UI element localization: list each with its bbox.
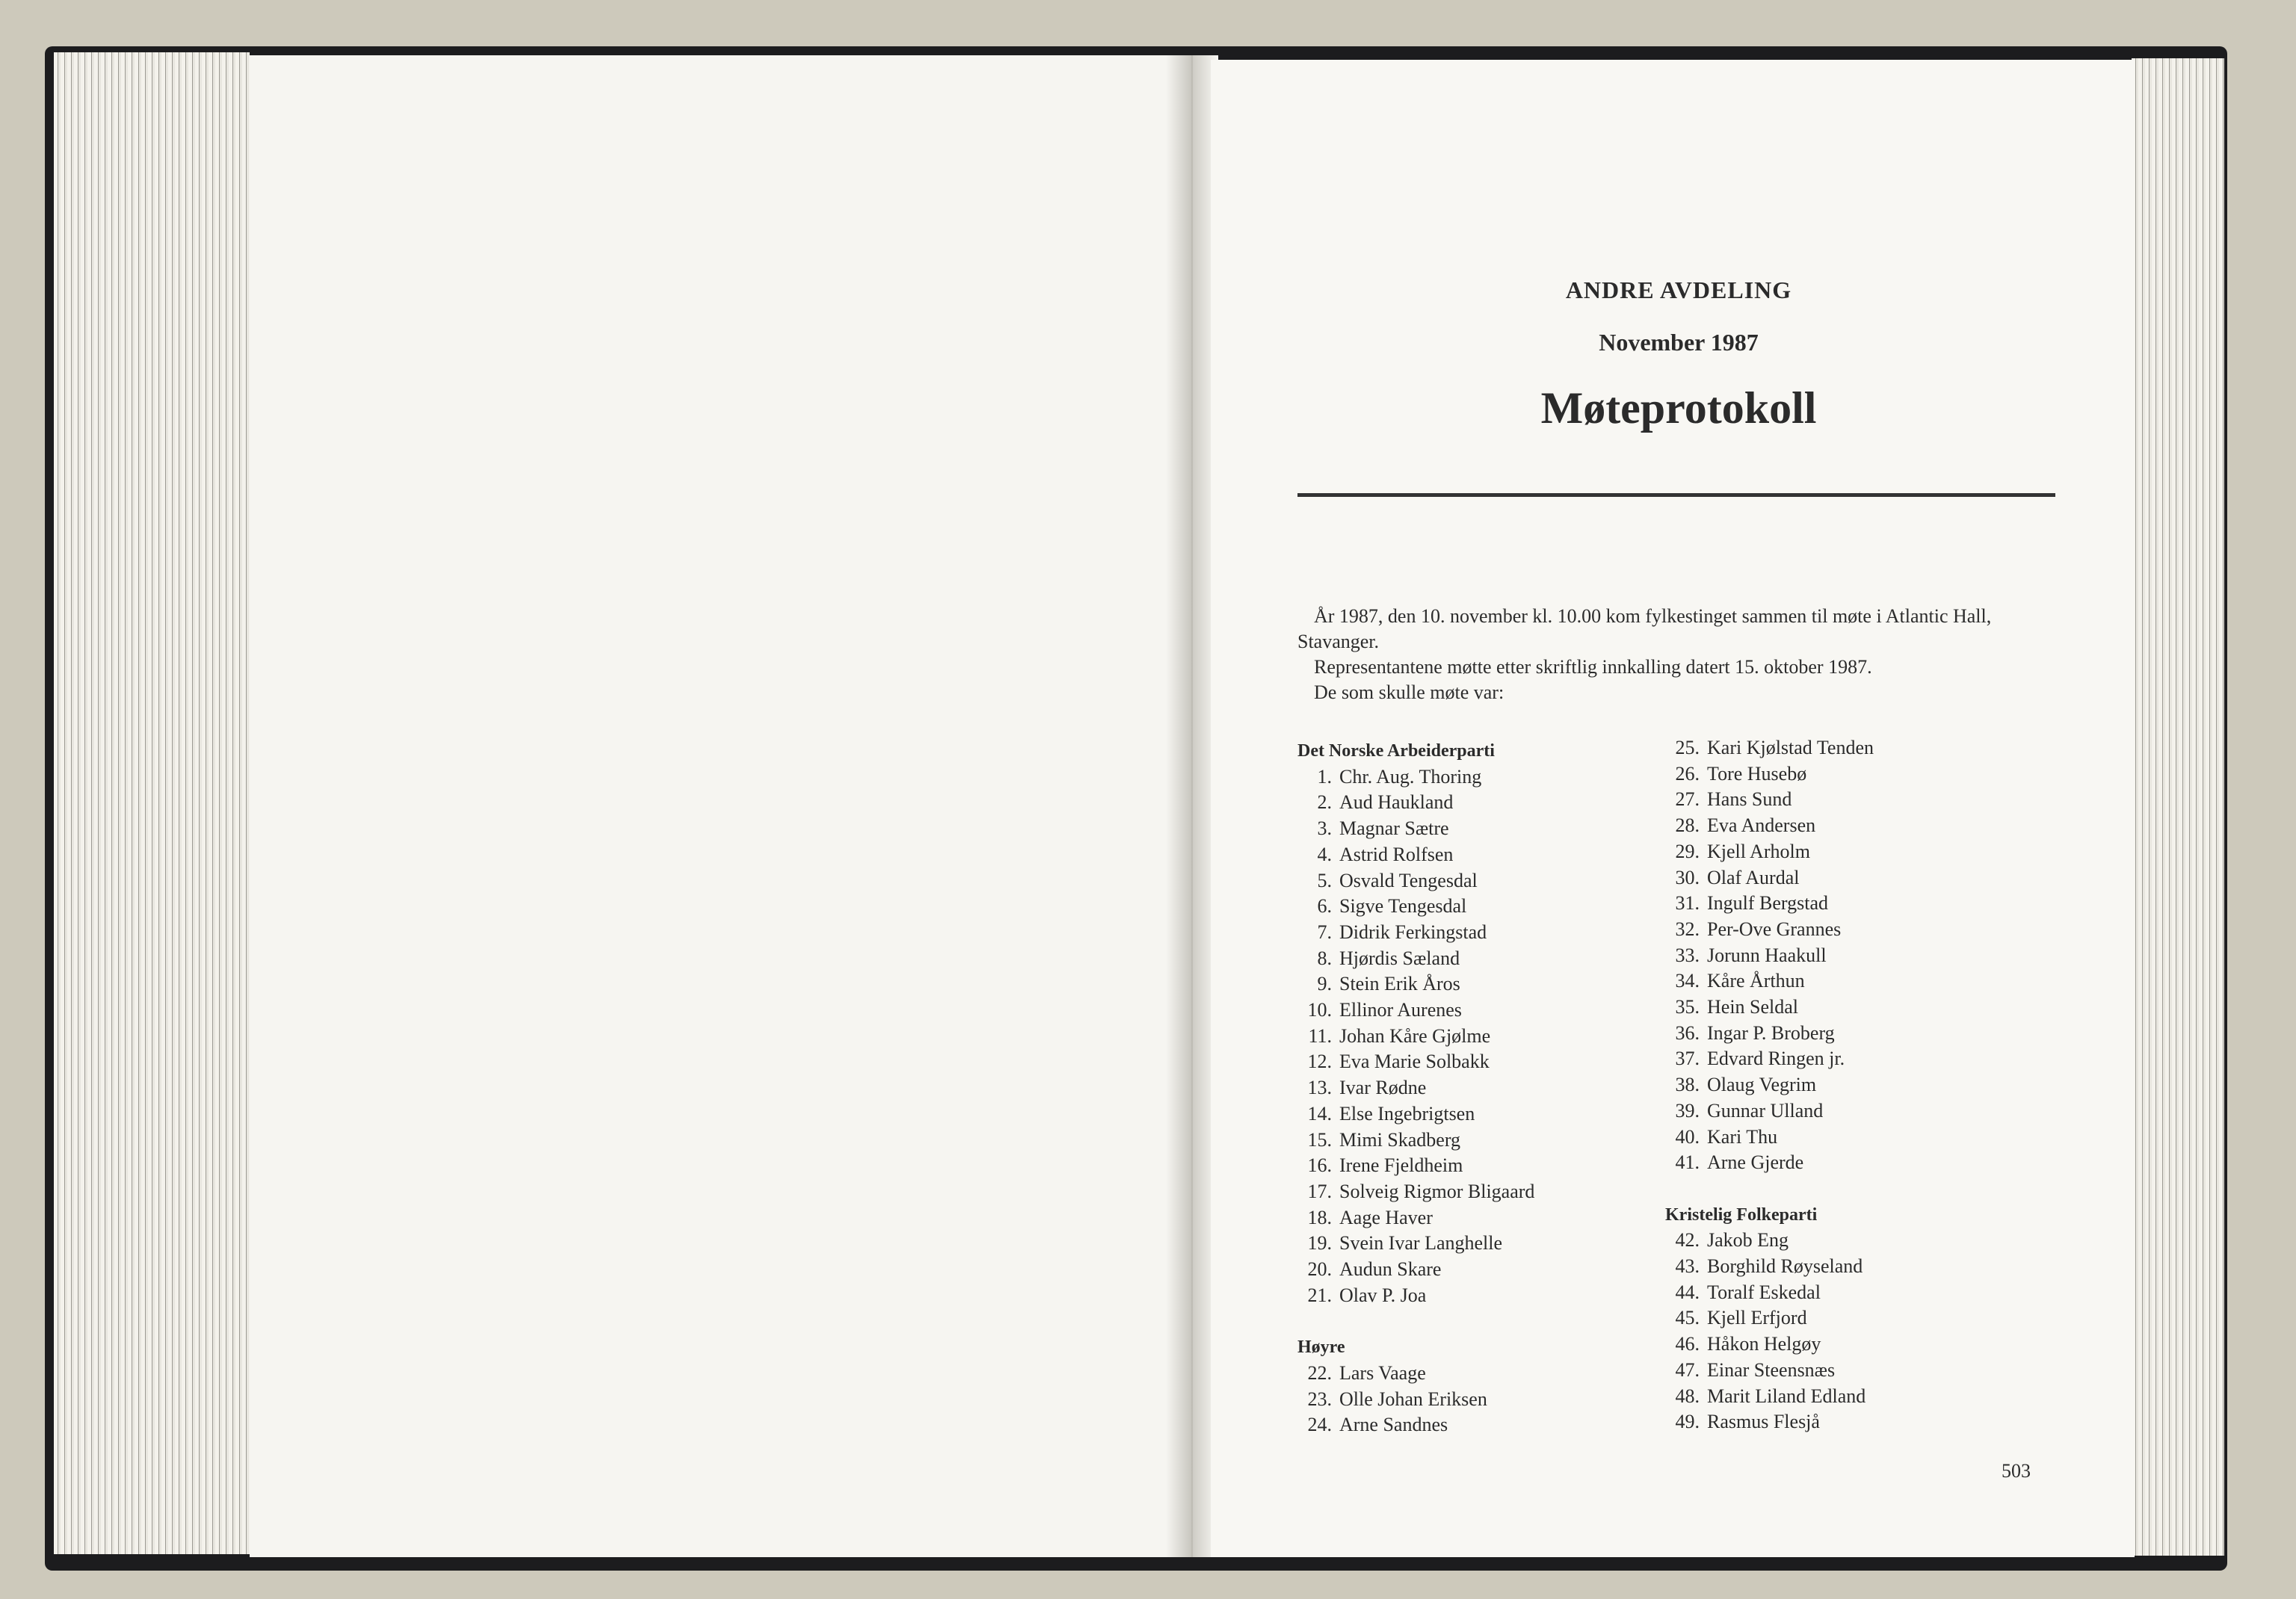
member-name: Marit Liland Edland — [1707, 1385, 1866, 1407]
member-number: 49. — [1675, 1411, 1700, 1433]
list-item — [1297, 971, 1656, 998]
party-heading: Kristelig Folkeparti — [1665, 1204, 1818, 1225]
member-number: 5. — [1317, 869, 1332, 891]
member-number: 13. — [1307, 1077, 1332, 1099]
member-column-left — [1297, 738, 1656, 1438]
list-item — [1297, 1387, 1656, 1413]
member-name: Johan Kåre Gjølme — [1339, 1024, 1491, 1047]
member-name: Jakob Eng — [1707, 1229, 1789, 1252]
member-name: Chr. Aug. Thoring — [1339, 765, 1482, 788]
list-item — [1665, 813, 2054, 839]
member-name: Kari Thu — [1707, 1125, 1778, 1148]
member-number: 6. — [1317, 895, 1332, 918]
list-item — [1665, 1254, 2054, 1280]
member-number: 38. — [1675, 1074, 1700, 1096]
member-number: 47. — [1675, 1358, 1700, 1381]
member-number: 27. — [1675, 788, 1700, 811]
member-name: Håkon Helgøy — [1707, 1333, 1821, 1355]
member-number: 14. — [1307, 1102, 1332, 1125]
member-number: 28. — [1675, 814, 1700, 837]
list-item — [1297, 1361, 1656, 1387]
member-number: 11. — [1308, 1024, 1332, 1047]
member-name: Irene Fjeldheim — [1339, 1154, 1463, 1177]
list-item — [1297, 1412, 1656, 1438]
member-number: 46. — [1675, 1333, 1700, 1355]
member-name: Einar Steensnæs — [1707, 1358, 1836, 1381]
member-name: Ivar Rødne — [1339, 1077, 1427, 1099]
member-name: Eva Andersen — [1707, 814, 1816, 837]
member-number: 3. — [1317, 817, 1332, 840]
member-number: 22. — [1307, 1361, 1332, 1384]
list-item — [1665, 787, 2054, 813]
party-heading: Høyre — [1297, 1337, 1345, 1358]
member-number: 26. — [1675, 762, 1700, 785]
member-number: 48. — [1675, 1385, 1700, 1407]
member-number: 30. — [1675, 866, 1700, 888]
member-number: 39. — [1675, 1099, 1700, 1122]
list-item — [1297, 1231, 1656, 1257]
page-edges-right — [2132, 58, 2224, 1556]
member-number: 45. — [1675, 1307, 1700, 1329]
list-item — [1665, 1332, 2054, 1358]
member-name: Svein Ivar Langhelle — [1339, 1232, 1503, 1255]
list-item — [1297, 1049, 1656, 1075]
member-number: 43. — [1675, 1255, 1700, 1278]
intro-text — [1297, 604, 2060, 705]
member-number: 8. — [1317, 947, 1332, 969]
member-name: Lars Vaage — [1339, 1361, 1426, 1384]
list-item — [1665, 1409, 2054, 1435]
member-name: Magnar Sætre — [1339, 817, 1449, 840]
intro-paragraph-1: År 1987, den 10. november kl. 10.00 kom fylkestinget sammen til møte i Atlantic Hall, Stavanger. — [1297, 605, 1992, 652]
list-item — [1665, 968, 2054, 995]
member-name: Sigve Tengesdal — [1339, 895, 1467, 918]
list-item — [1297, 998, 1656, 1024]
member-name: Olaug Vegrim — [1707, 1074, 1817, 1096]
member-number: 32. — [1675, 918, 1700, 940]
member-name: Else Ingebrigtsen — [1339, 1102, 1475, 1125]
member-number: 17. — [1307, 1180, 1332, 1202]
member-name: Mimi Skadberg — [1339, 1128, 1461, 1151]
member-number: 36. — [1675, 1021, 1700, 1044]
member-name: Hjørdis Sæland — [1339, 947, 1460, 969]
member-name: Tore Husebø — [1707, 762, 1807, 785]
member-number: 41. — [1675, 1151, 1700, 1174]
page-number: 503 — [2002, 1460, 2031, 1482]
member-name: Olaf Aurdal — [1707, 866, 1800, 888]
list-item — [1665, 839, 2054, 865]
list-item — [1665, 735, 2054, 761]
list-item — [1297, 1257, 1656, 1283]
member-number: 35. — [1675, 996, 1700, 1018]
list-item — [1297, 1101, 1656, 1128]
list-item — [1665, 1358, 2054, 1384]
list-item — [1665, 1305, 2054, 1332]
member-name: Hans Sund — [1707, 788, 1792, 811]
list-item — [1297, 1179, 1656, 1205]
member-name: Ingar P. Broberg — [1707, 1021, 1835, 1044]
member-number: 40. — [1675, 1125, 1700, 1148]
member-number: 19. — [1307, 1232, 1332, 1255]
member-list — [1665, 1228, 2054, 1435]
member-name: Edvard Ringen jr. — [1707, 1048, 1845, 1070]
title-rule — [1297, 493, 2055, 497]
list-item — [1665, 1046, 2054, 1072]
list-item — [1665, 891, 2054, 917]
member-list — [1665, 735, 2054, 1176]
list-item — [1297, 1205, 1656, 1231]
section-heading: ANDRE AVDELING — [1565, 276, 1792, 303]
list-item — [1297, 1283, 1656, 1309]
member-number: 20. — [1307, 1258, 1332, 1281]
member-name: Kjell Erfjord — [1707, 1307, 1807, 1329]
member-name: Jorunn Haakull — [1707, 944, 1827, 966]
member-number: 7. — [1317, 921, 1332, 943]
member-number: 9. — [1317, 973, 1332, 995]
date-heading: November 1987 — [1599, 329, 1759, 356]
list-item — [1665, 1280, 2054, 1306]
list-item — [1665, 1098, 2054, 1125]
list-item — [1665, 761, 2054, 788]
member-name: Audun Skare — [1339, 1258, 1442, 1281]
list-item — [1297, 920, 1656, 946]
list-item — [1665, 865, 2054, 891]
member-number: 1. — [1317, 765, 1332, 788]
member-number: 37. — [1675, 1048, 1700, 1070]
member-name: Borghild Røyseland — [1707, 1255, 1863, 1278]
page-edges-left — [54, 52, 250, 1554]
intro-paragraph-2: Representantene møtte etter skriftlig innkalling datert 15. oktober 1987. — [1314, 656, 1872, 678]
member-number: 33. — [1675, 944, 1700, 966]
member-name: Ingulf Bergstad — [1707, 892, 1828, 915]
member-number: 16. — [1307, 1154, 1332, 1177]
page-title: Møteprotokoll — [1540, 383, 1817, 433]
list-item — [1665, 1384, 2054, 1410]
member-number: 10. — [1307, 999, 1332, 1021]
member-name: Olav P. Joa — [1339, 1284, 1427, 1306]
member-number: 21. — [1307, 1284, 1332, 1306]
member-name: Aud Haukland — [1339, 791, 1454, 814]
member-name: Kari Kjølstad Tenden — [1707, 737, 1874, 758]
member-number: 42. — [1675, 1229, 1700, 1252]
list-item — [1665, 943, 2054, 969]
member-name: Ellinor Aurenes — [1339, 999, 1462, 1021]
member-list — [1297, 1361, 1656, 1438]
member-number: 15. — [1307, 1128, 1332, 1151]
member-name: Osvald Tengesdal — [1339, 869, 1478, 891]
member-number: 31. — [1675, 892, 1700, 915]
member-name: Didrik Ferkingstad — [1339, 921, 1487, 943]
list-item — [1297, 764, 1656, 791]
list-item — [1665, 1072, 2054, 1098]
member-name: Gunnar Ulland — [1707, 1099, 1824, 1122]
member-number: 4. — [1317, 843, 1332, 865]
member-number: 34. — [1675, 970, 1700, 992]
member-number: 18. — [1307, 1206, 1332, 1228]
member-name: Eva Marie Solbakk — [1339, 1051, 1490, 1073]
list-item — [1297, 946, 1656, 972]
list-item — [1665, 917, 2054, 943]
list-item — [1665, 1125, 2054, 1151]
list-item — [1297, 790, 1656, 816]
member-name: Toralf Eskedal — [1707, 1281, 1821, 1303]
member-column-right — [1665, 735, 2054, 1435]
member-number: 24. — [1307, 1414, 1332, 1436]
left-page — [250, 55, 1184, 1557]
member-name: Per-Ove Grannes — [1707, 918, 1842, 940]
member-name: Kjell Arholm — [1707, 840, 1810, 862]
list-item — [1665, 995, 2054, 1021]
list-item — [1665, 1150, 2054, 1176]
member-name: Arne Gjerde — [1707, 1151, 1804, 1174]
member-number: 44. — [1675, 1281, 1700, 1303]
member-name: Arne Sandnes — [1339, 1414, 1448, 1436]
member-number: 23. — [1307, 1388, 1332, 1410]
member-name: Aage Haver — [1339, 1206, 1433, 1228]
list-item — [1665, 1021, 2054, 1047]
list-item — [1297, 1128, 1656, 1154]
member-name: Hein Seldal — [1707, 996, 1799, 1018]
member-number: 25. — [1675, 737, 1700, 758]
member-name: Rasmus Flesjå — [1707, 1411, 1820, 1433]
list-item — [1297, 894, 1656, 920]
list-item — [1297, 842, 1656, 868]
list-item — [1297, 1024, 1656, 1050]
member-name: Stein Erik Åros — [1339, 973, 1460, 995]
member-number: 2. — [1317, 791, 1332, 814]
member-list — [1297, 764, 1656, 1309]
member-name: Kåre Årthun — [1707, 970, 1805, 992]
list-item — [1297, 1075, 1656, 1101]
member-name: Solveig Rigmor Bligaard — [1339, 1180, 1535, 1202]
list-item — [1665, 1228, 2054, 1254]
member-number: 12. — [1307, 1051, 1332, 1073]
intro-paragraph-3: De som skulle møte var: — [1314, 681, 1505, 703]
member-number: 29. — [1675, 840, 1700, 862]
list-item — [1297, 868, 1656, 894]
member-name: Astrid Rolfsen — [1339, 843, 1454, 865]
party-heading: Det Norske Arbeiderparti — [1297, 741, 1495, 761]
list-item — [1297, 816, 1656, 842]
list-item — [1297, 1153, 1656, 1179]
member-name: Olle Johan Eriksen — [1339, 1388, 1487, 1410]
